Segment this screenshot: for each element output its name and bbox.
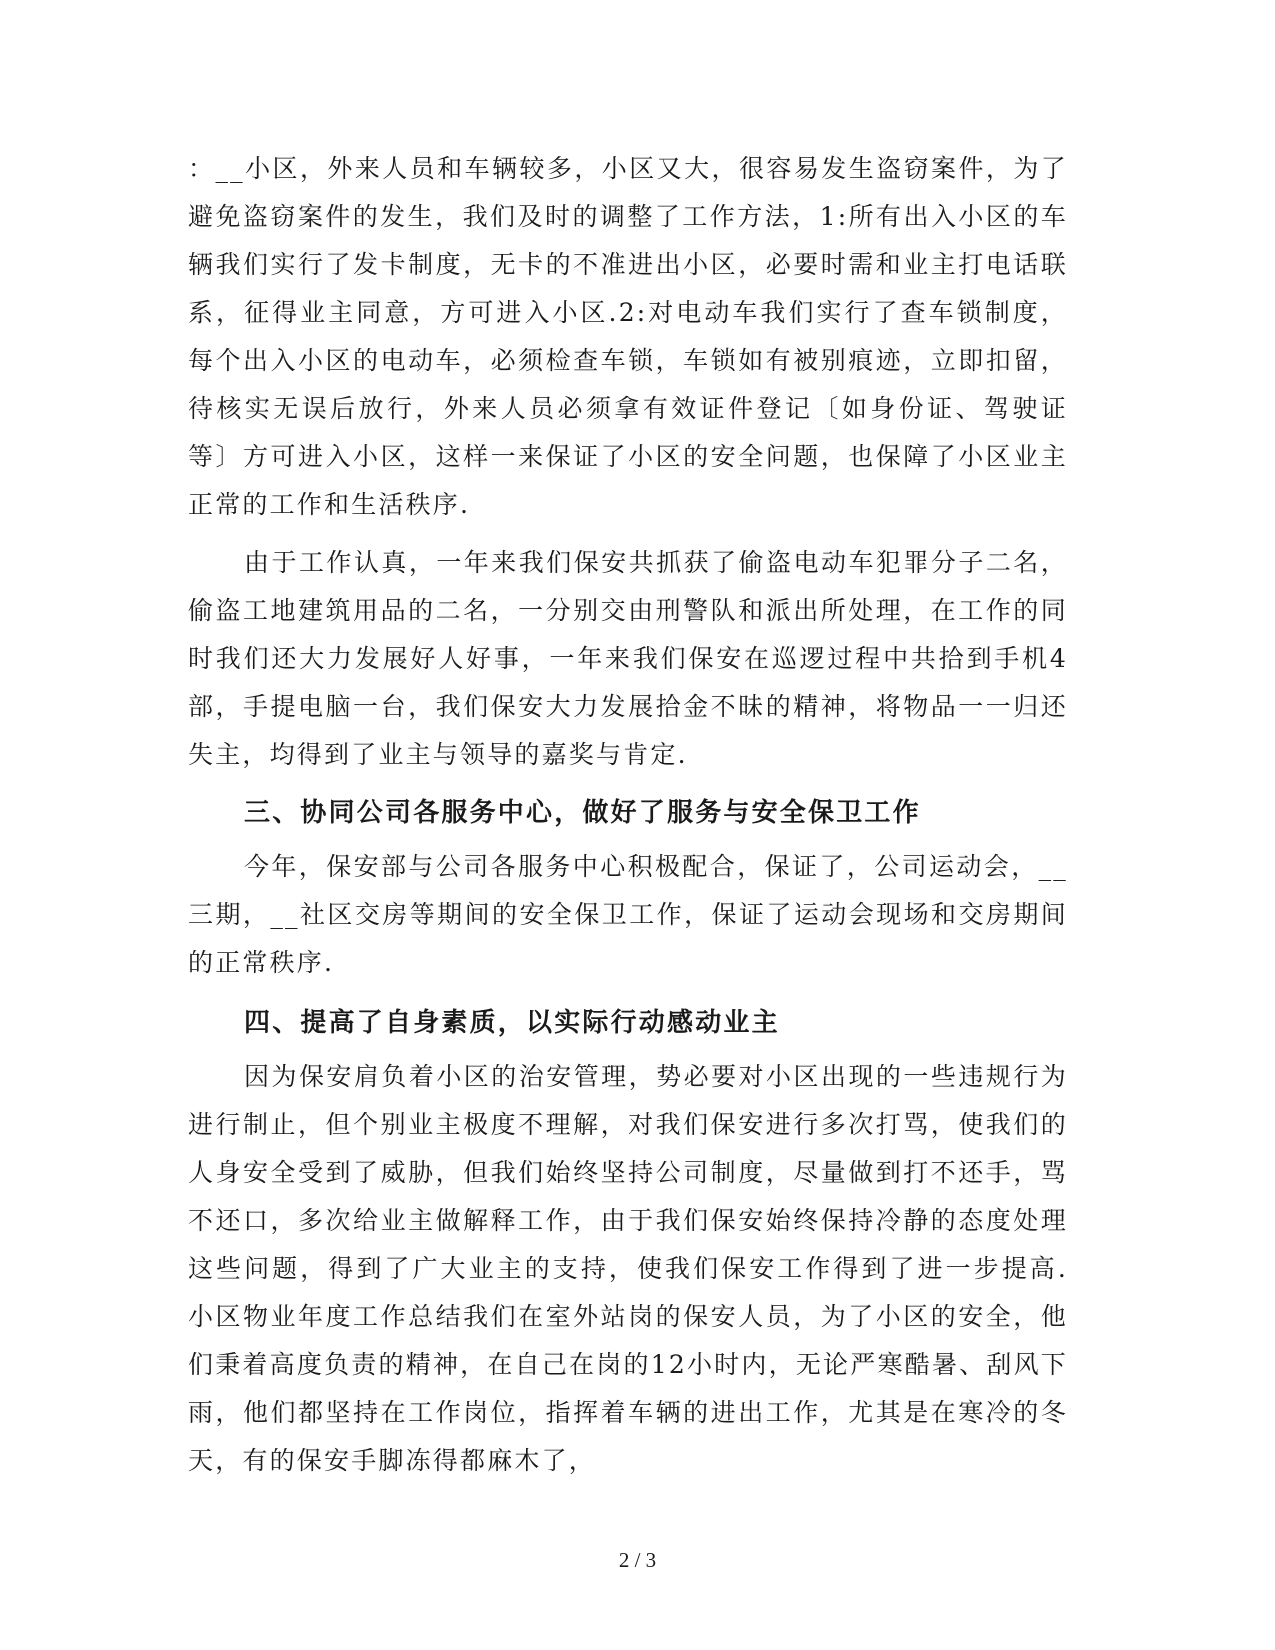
paragraph-cooperation: 今年，保安部与公司各服务中心积极配合，保证了，公司运动会，__三期，__社区交房等期间的安全保卫工作，保证了运动会现场和交房期间的正常秩序. xyxy=(188,852,1068,977)
section-heading-three: 三、协同公司各服务中心，做好了服务与安全保卫工作 xyxy=(244,798,921,828)
section-heading-four: 四、提高了自身素质，以实际行动感动业主 xyxy=(244,1008,780,1038)
page-number: 2 / 3 xyxy=(618,1548,657,1572)
paragraph-theft-prevention: ：__小区，外来人员和车辆较多，小区又大，很容易发生盗窃案件，为了避免盗窃案件的发生，我们及时的调整了工作方法，1:所有出入小区的车辆我们实行了发卡制度，无卡的不准进出小区，必要时需和业主打电话联系，征得业主同意，方可进入小区.2:对电动车我们实行了查车锁制度，每个出入小区的电动车，必须检查车锁，车锁如有被别痕迹，立即扣留，待核实无误后放行，外来人员必须拿有效证件登记〔如身份证、驾驶证等〕方可进入小区，这样一来保证了小区的安全问题，也保障了小区业主正常的工作和生活秩序. xyxy=(188,154,1068,519)
paragraph-self-improvement: 因为保安肩负着小区的治安管理，势必要对小区出现的一些违规行为进行制止，但个别业主极度不理解，对我们保安进行多次打骂，使我们的人身安全受到了威胁，但我们始终坚持公司制度，尽量做到打不还手，骂不还口，多次给业主做解释工作，由于我们保安始终保持冷静的态度处理这些问题，得到了广大业主的支持，使我们保安工作得到了进一步提高.小区物业年度工作总结我们在室外站岗的保安人员，为了小区的安全，他们秉着高度负责的精神，在自己在岗的12小时内，无论严寒酷暑、刮风下雨，他们都坚持在工作岗位，指挥着车辆的进出工作，尤其是在寒冷的冬天，有的保安手脚冻得都麻木了， xyxy=(188,1062,1068,1475)
document-body xyxy=(188,145,1068,1485)
paragraph-achievements: 由于工作认真，一年来我们保安共抓获了偷盗电动车犯罪分子二名，偷盗工地建筑用品的二名，一分别交由刑警队和派出所处理，在工作的同时我们还大力发展好人好事，一年来我们保安在巡逻过程中共拾到手机4部，手提电脑一台，我们保安大力发展拾金不昧的精神，将物品一一归还失主，均得到了业主与领导的嘉奖与肯定. xyxy=(188,548,1068,769)
